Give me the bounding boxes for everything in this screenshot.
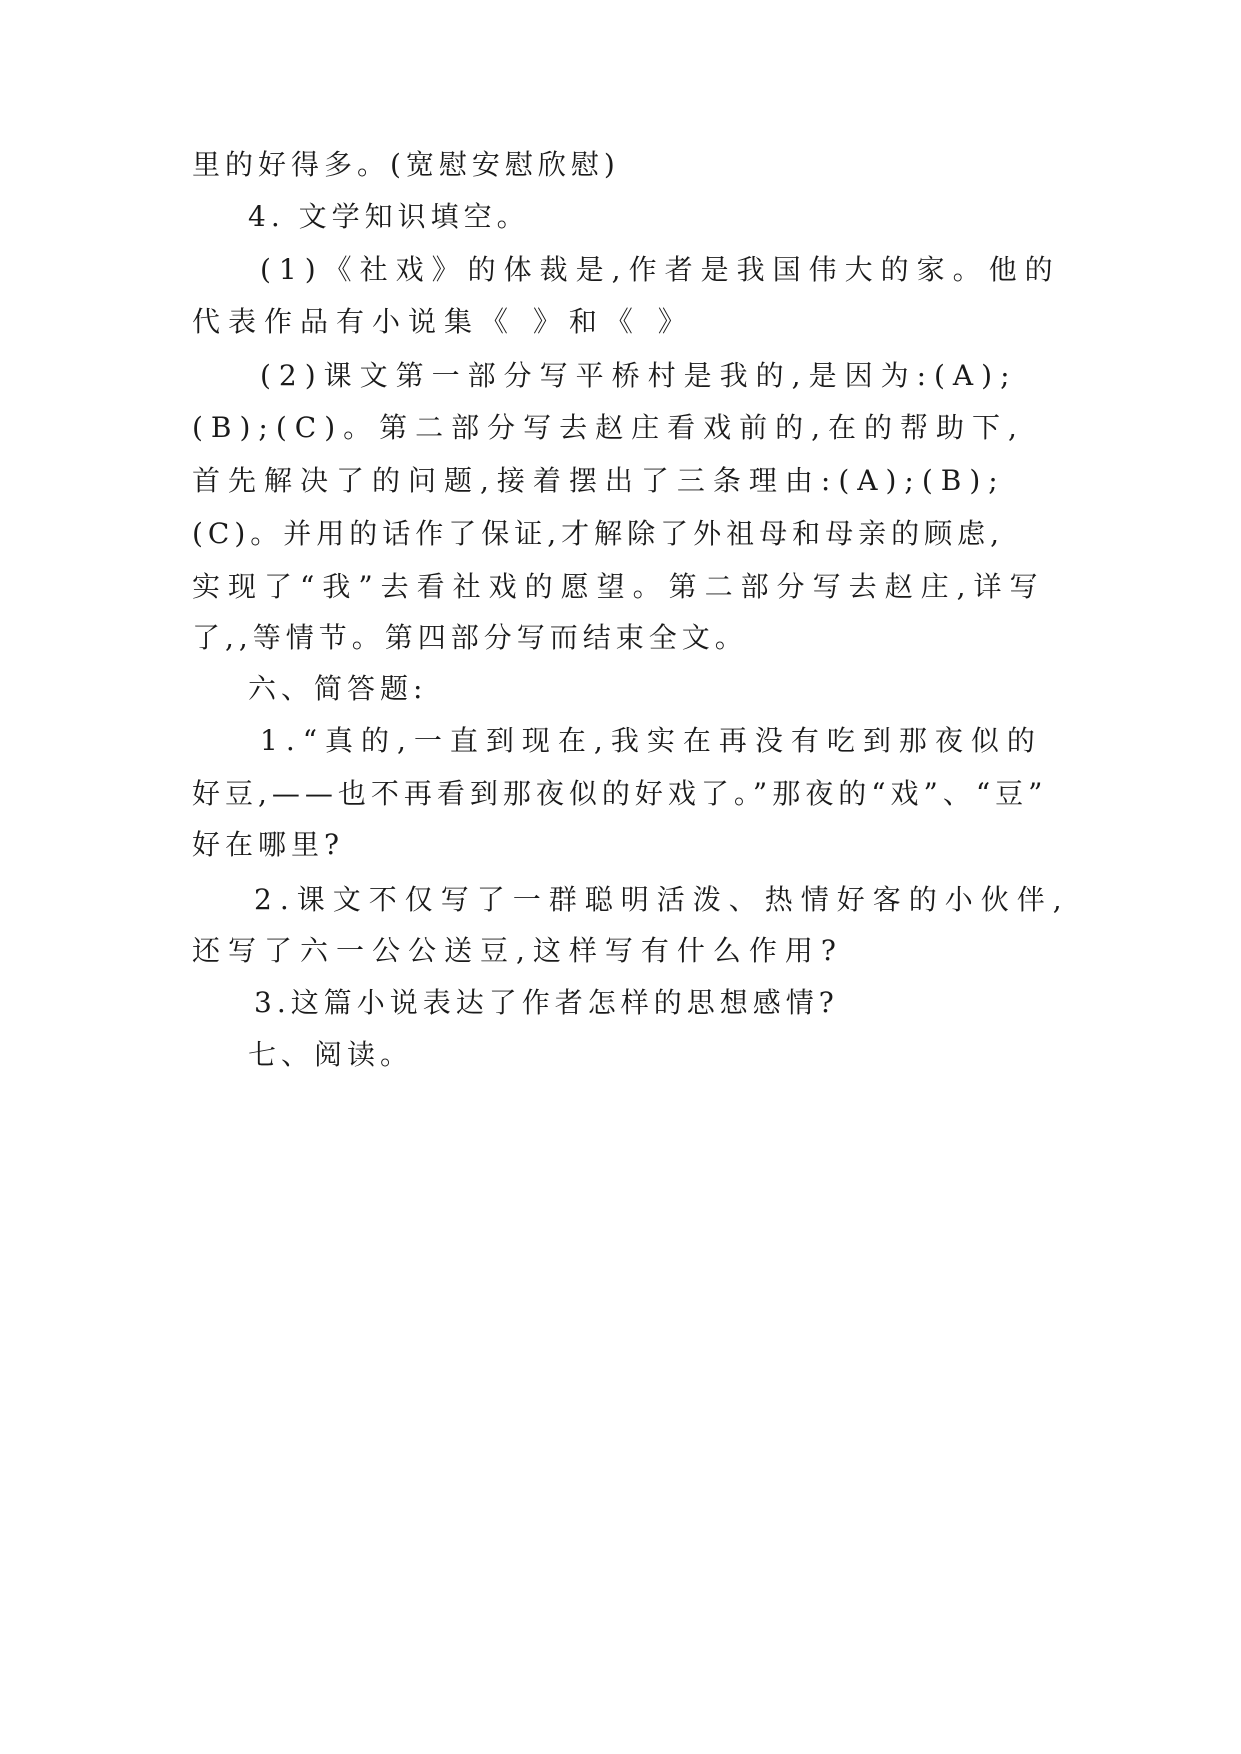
text-line: 了,,等情节。第四部分写而结束全文。 [192, 621, 748, 654]
text-line: 里的好得多。(宽慰安慰欣慰) [192, 148, 620, 181]
text-line: 实现了“我”去看社戏的愿望。第二部分写去赵庄,详写 [192, 570, 1046, 603]
section-heading-7: 七、阅读。 [248, 1038, 414, 1071]
text-line: 好在哪里? [192, 828, 345, 861]
text-line: (B);(C)。第二部分写去赵庄看戏前的,在的帮助下, [192, 411, 1025, 444]
text-line: 还写了六一公公送豆,这样写有什么作用? [192, 934, 844, 967]
section-heading-6: 六、简答题: [248, 672, 428, 705]
text-line: (1)《社戏》的体裁是,作者是我国伟大的家。他的 [260, 253, 1061, 286]
text-line: 首先解决了的问题,接着摆出了三条理由:(A);(B); [192, 464, 1006, 497]
question-2: 2.课文不仅写了一群聪明活泼、热情好客的小伙伴, [254, 883, 1070, 916]
text-line: 代表作品有小说集《 》和《 》 [192, 305, 694, 338]
section-item-4: 4. 文学知识填空。 [248, 200, 530, 233]
text-line: (2)课文第一部分写平桥村是我的,是因为:(A); [260, 359, 1018, 392]
question-3: 3.这篇小说表达了作者怎样的思想感情? [254, 986, 839, 1019]
text-line: (C)。并用的话作了保证,才解除了外祖母和母亲的顾虑, [192, 517, 1005, 550]
question-1: 1.“真的,一直到现在,我实在再没有吃到那夜似的 [260, 724, 1043, 757]
text-line: 好豆,——也不再看到那夜似的好戏了。”那夜的“戏”、“豆” [192, 777, 1048, 810]
